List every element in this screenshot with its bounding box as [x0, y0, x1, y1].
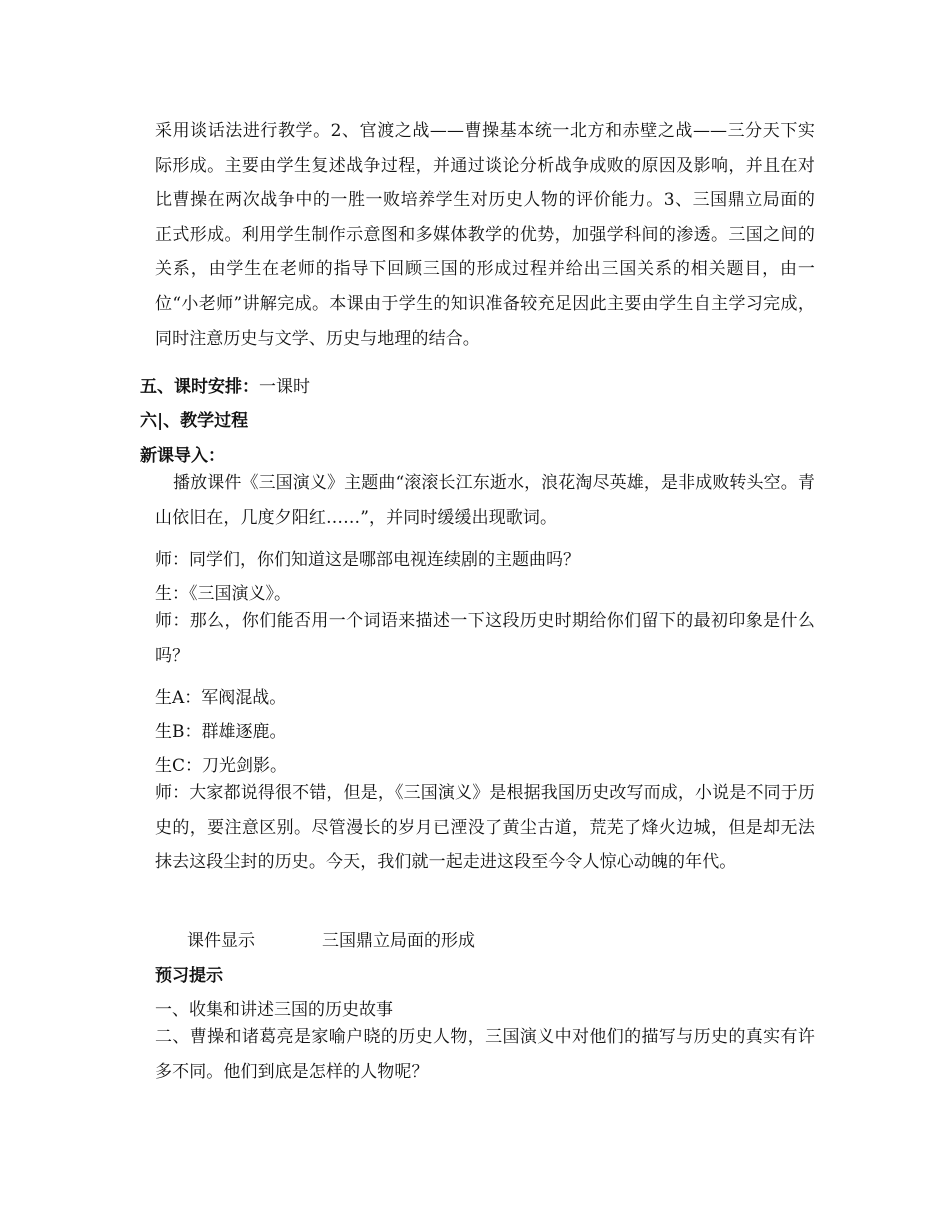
intro-paragraph: 播放课件《三国演义》主题曲“滚滚长江东逝水，浪花淘尽英雄，是非成败转头空。青山依旧在，几度夕阳红……”，并同时缓缓出现歌词。 [155, 473, 815, 528]
dialogue-line: 生B：群雄逐鹿。 [155, 722, 287, 742]
dialogue-line: 师：大家都说得很不错，但是，《三国演义》是根据我国历史改写而成，小说是不同于历史的，要注意区别。尽管漫长的岁月已湮没了黄尘古道，荒芜了烽火边城，但是却无法抹去这段尘封的历史。今天，我们就一起走进这段至今令人惊心动魄的年代。 [155, 783, 815, 873]
section-6-heading: 六|、教学过程 [140, 411, 249, 431]
dialogue-line: 生：《三国演义》。 [155, 584, 291, 604]
section-5-heading: 五、课时安排： [140, 377, 259, 397]
dialogue-line: 师：同学们，你们知道这是哪部电视连续剧的主题曲吗？ [155, 550, 580, 570]
preview-item: 一、收集和讲述三国的历史故事 [155, 1000, 393, 1020]
preview-item: 二、曹操和诸葛亮是家喻户晓的历史人物，三国演义中对他们的描写与历史的真实有许多不同。他们到底是怎样的人物呢？ [155, 1027, 815, 1082]
section-5-text: 一课时 [259, 377, 310, 397]
dialogue-line: 生A：军阀混战。 [155, 688, 287, 708]
preview-heading: 预习提示 [155, 966, 223, 986]
dialogue-line: 师：那么，你们能否用一个词语来描述一下这段历史时期给你们留下的最初印象是什么吗？ [155, 611, 815, 666]
dialogue-line: 生C：刀光剑影。 [155, 756, 288, 776]
courseware-title: 三国鼎立局面的形成 [322, 931, 475, 951]
intro-heading: 新课导入： [140, 446, 225, 466]
teaching-methods-paragraph: 采用谈话法进行教学。2、官渡之战——曹操基本统一北方和赤壁之战——三分天下实际形成。主要由学生复述战争过程，并通过谈论分析战争成败的原因及影响，并且在对比曹操在两次战争中的一胜一败培养学生对历史人物的评价能力。3、三国鼎立局面的正式形成。利用学生制作示意图和多媒体教学的优势，加强学科间的渗透。三国之间的关系，由学生在老师的指导下回顾三国的形成过程并给出三国关系的相关题目，由一位“小老师”讲解完成。本课由于学生的知识准备较充足因此主要由学生自主学习完成，同时注意历史与文学、历史与地理的结合。 [155, 121, 815, 349]
courseware-label: 课件显示 [187, 931, 255, 951]
section-5 [140, 372, 310, 397]
